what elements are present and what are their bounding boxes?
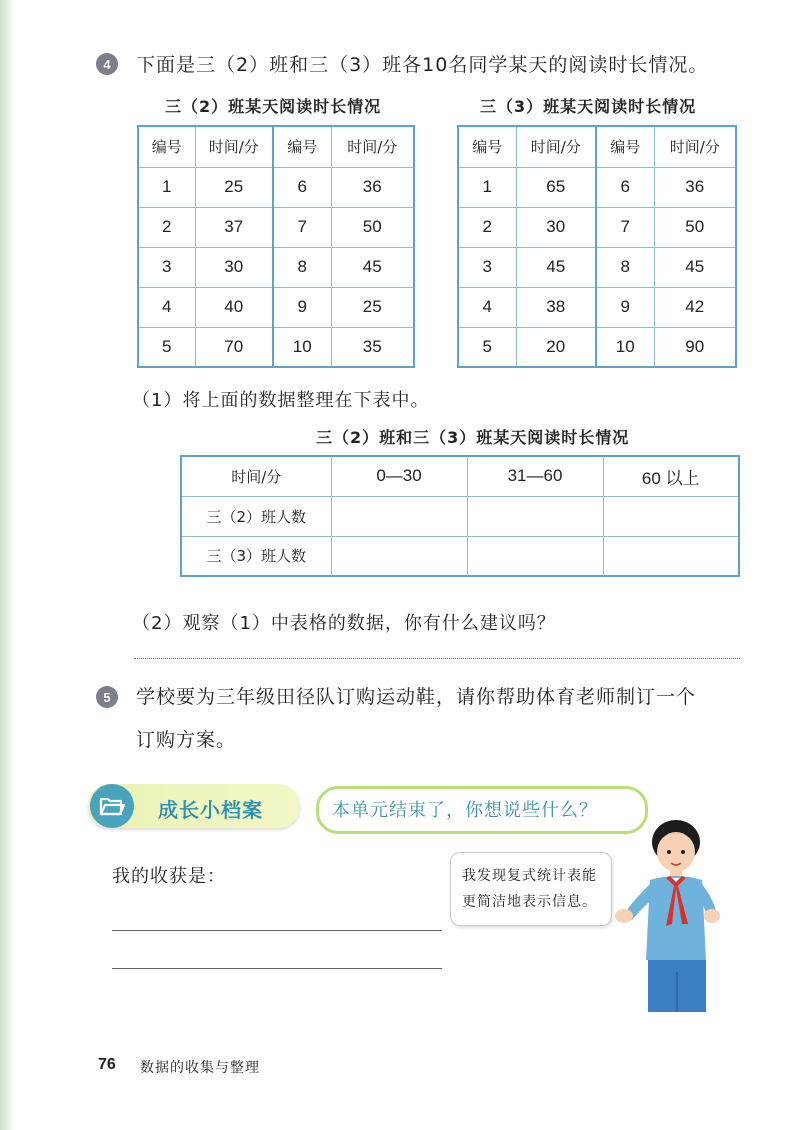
cell: 20 — [516, 327, 596, 367]
cell: 45 — [654, 247, 736, 287]
cell: 36 — [331, 167, 414, 207]
row-label-class-2: 三（2）班人数 — [181, 496, 331, 536]
cell: 5 — [458, 327, 516, 367]
cell: 8 — [596, 247, 654, 287]
cell: 40 — [195, 287, 273, 327]
question-4-badge: 4 — [96, 53, 118, 75]
cell: 6 — [596, 167, 654, 207]
cell: 10 — [596, 327, 654, 367]
cell: 30 — [195, 247, 273, 287]
question-5-badge: 5 — [96, 686, 118, 708]
cell: 9 — [273, 287, 331, 327]
header-time: 时间/分 — [195, 126, 273, 167]
question-5-line1: 学校要为三年级田径队订购运动鞋，请你帮助体育老师制订一个 — [136, 686, 697, 708]
table-row — [458, 207, 736, 247]
cell: 9 — [596, 287, 654, 327]
cell: 90 — [654, 327, 736, 367]
header-time: 时间/分 — [654, 126, 736, 167]
cell: 45 — [516, 247, 596, 287]
cell: 45 — [331, 247, 414, 287]
table-row — [458, 287, 736, 327]
answer-line[interactable] — [112, 930, 442, 931]
harvest-label: 我的收获是： — [112, 866, 226, 887]
cell: 25 — [195, 167, 273, 207]
answer-cell[interactable] — [331, 536, 467, 576]
summary-table — [180, 455, 740, 577]
table-row — [458, 167, 736, 207]
header-range-0-30: 0—30 — [331, 456, 467, 496]
cell: 37 — [195, 207, 273, 247]
table-right-title: 三（3）班某天阅读时长情况 — [480, 97, 697, 116]
header-id: 编号 — [138, 126, 195, 167]
speech-text: 本单元结束了，你想说些什么？ — [332, 800, 598, 821]
cell: 8 — [273, 247, 331, 287]
answer-cell[interactable] — [603, 536, 739, 576]
cell: 42 — [654, 287, 736, 327]
cell: 1 — [138, 167, 195, 207]
header-id: 编号 — [458, 126, 516, 167]
header-range-60-plus: 60 以上 — [603, 456, 739, 496]
cell: 36 — [654, 167, 736, 207]
cell: 38 — [516, 287, 596, 327]
header-id: 编号 — [596, 126, 654, 167]
cell: 7 — [596, 207, 654, 247]
answer-line[interactable] — [112, 968, 442, 969]
cell: 7 — [273, 207, 331, 247]
sub-question-2: （2）观察（1）中表格的数据，你有什么建议吗？ — [132, 613, 556, 634]
cell: 65 — [516, 167, 596, 207]
summary-table-title: 三（2）班和三（3）班某天阅读时长情况 — [316, 428, 630, 447]
cell: 35 — [331, 327, 414, 367]
question-4-text: 下面是三（2）班和三（3）班各10名同学某天的阅读时长情况。 — [136, 54, 709, 76]
header-time: 时间/分 — [516, 126, 596, 167]
cell: 3 — [138, 247, 195, 287]
header-range-31-60: 31—60 — [467, 456, 603, 496]
cell: 5 — [138, 327, 195, 367]
answer-line[interactable] — [134, 658, 740, 659]
boy-illustration — [604, 812, 734, 1012]
speech-bubble — [450, 852, 612, 926]
question-5-line2: 订购方案。 — [136, 729, 237, 751]
table-row — [138, 247, 414, 287]
answer-cell[interactable] — [331, 496, 467, 536]
cell: 6 — [273, 167, 331, 207]
table-row — [458, 327, 736, 367]
cell: 3 — [458, 247, 516, 287]
cell: 10 — [273, 327, 331, 367]
table-row — [138, 207, 414, 247]
table-left-title: 三（2）班某天阅读时长情况 — [165, 97, 382, 116]
cell: 50 — [654, 207, 736, 247]
row-label-class-3: 三（3）班人数 — [181, 536, 331, 576]
table-row — [181, 496, 739, 536]
class-3-reading-table — [457, 125, 737, 368]
answer-cell[interactable] — [467, 536, 603, 576]
cell: 4 — [458, 287, 516, 327]
table-row — [181, 536, 739, 576]
answer-cell[interactable] — [603, 496, 739, 536]
sub-question-1: （1）将上面的数据整理在下表中。 — [132, 390, 430, 411]
bubble-line-1: 我发现复式统计表能 — [462, 868, 597, 884]
cell: 50 — [331, 207, 414, 247]
cell: 2 — [138, 207, 195, 247]
table-row — [458, 247, 736, 287]
chapter-title: 数据的收集与整理 — [140, 1060, 260, 1076]
cell: 25 — [331, 287, 414, 327]
table-row — [138, 287, 414, 327]
cell: 70 — [195, 327, 273, 367]
folder-icon — [90, 784, 134, 828]
cell: 30 — [516, 207, 596, 247]
table-row — [138, 167, 414, 207]
page-number: 76 — [98, 1056, 116, 1073]
growth-title: 成长小档案 — [158, 798, 263, 822]
header-id: 编号 — [273, 126, 331, 167]
class-2-reading-table — [137, 125, 415, 368]
cell: 4 — [138, 287, 195, 327]
cell: 1 — [458, 167, 516, 207]
header-time: 时间/分 — [331, 126, 414, 167]
bubble-line-2: 更简洁地表示信息。 — [462, 894, 597, 910]
page-edge-strip — [0, 0, 14, 1130]
table-row — [138, 327, 414, 367]
header-time-range: 时间/分 — [181, 456, 331, 496]
cell: 2 — [458, 207, 516, 247]
answer-cell[interactable] — [467, 496, 603, 536]
